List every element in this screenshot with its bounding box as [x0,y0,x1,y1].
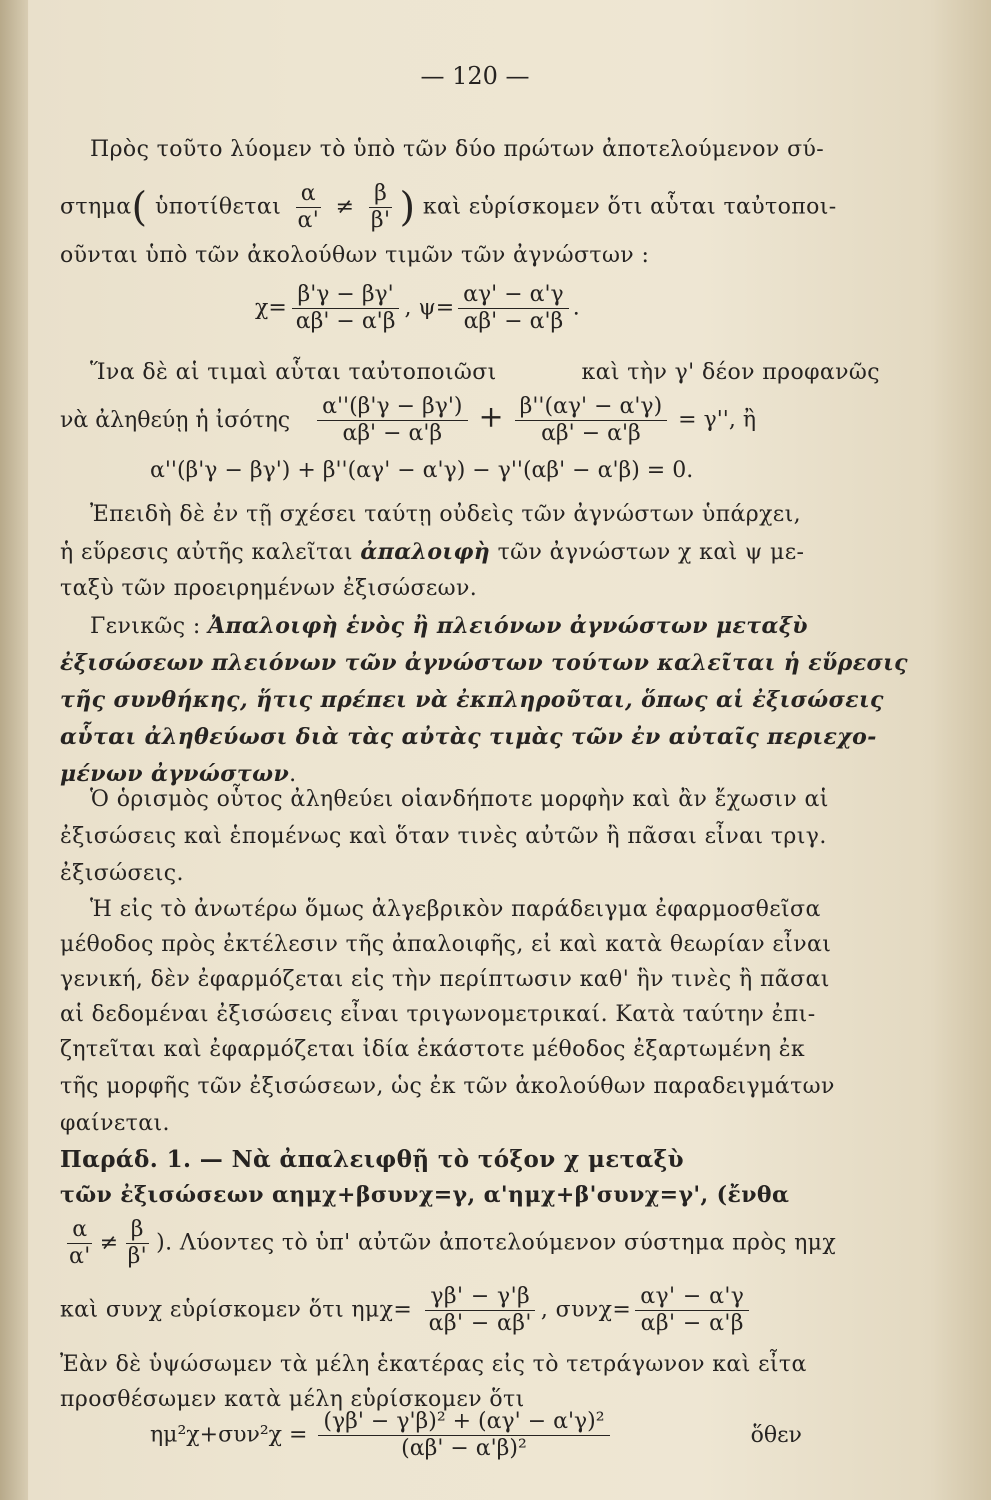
text-line: φαίνεται. [60,1111,170,1136]
text-span: καὶ εὑρίσκομεν ὅτι αὗται ταὐτοποι- [422,194,837,220]
text-span: , συνχ= [540,1297,632,1323]
fraction-denominator: α' [69,1244,91,1270]
fraction [291,283,401,334]
text-line: γενική, δὲν ἐφαρμόζεται εἰς τὴν περίπτωσιν καθ' ἣν τινὲς ἢ πᾶσαι [60,967,830,992]
text-span: στημα [60,194,132,220]
equation-identity [60,395,756,446]
fraction [317,395,467,446]
fraction-numerator: β [126,1218,149,1244]
equals-sign: = [435,295,455,321]
fraction-numerator: α [67,1218,92,1244]
text-line [90,611,880,642]
fraction-denominator: β' [370,208,391,234]
fraction-denominator: αβ' − αβ' [428,1311,532,1337]
definition-text: μένων ἀγνώστων [60,761,290,787]
plus-sign: + [478,399,504,435]
text-line [90,358,880,388]
fraction-denominator: αβ' − α'β [640,1311,744,1337]
fraction-denominator: αβ' − α'β [342,421,443,447]
fraction [293,182,325,233]
fraction-numerator: α''(β'γ − βγ') [317,395,467,421]
paren-close: ) [399,184,416,231]
fraction [318,1410,609,1461]
text-span: ). Λύοντες τὸ ὑπ' αὐτῶν ἀποτελούμενον σύστημα πρὸς ημχ [156,1230,837,1256]
fraction-numerator: αγ' − α'γ [635,1285,749,1311]
text-span: Γενικῶς : [90,614,209,639]
fraction-denominator: α' [297,208,320,234]
text-span: ὅθεν [750,1422,802,1448]
text-span: νὰ ἀληθεύῃ ἡ ἰσότης [60,407,291,433]
fraction [64,1218,96,1269]
fraction [123,1218,153,1269]
equation-lhs: ημ²χ+συν²χ = [150,1422,308,1448]
fraction-denominator: αβ' − α'β [463,309,564,335]
text-line [60,1218,940,1269]
text-line: ἐξισώσεις καὶ ἑπομένως καὶ ὅταν τινὲς αὐτῶν ἢ πᾶσαι εἶναι τριγ. [60,824,827,849]
text-span: τῶν ἀγνώστων χ καὶ ψ με- [490,540,805,565]
fraction-denominator: β' [127,1244,148,1270]
fraction-numerator: α [296,182,321,208]
text-line: προσθέσωμεν κατὰ μέλη εὑρίσκομεν ὅτι [60,1387,525,1412]
text-line: Ἐὰν δὲ ὑψώσωμεν τὰ μέλη ἑκατέρας εἰς τὸ τετράγωνον καὶ εἶτα [60,1352,807,1377]
equation-rhs: = γ'', ἢ [678,407,757,433]
definition-text: Ἀπαλοιφὴ ἑνὸς ἢ πλειόνων ἀγνώστων μεταξὺ [208,613,808,639]
text-line: μέθοδος πρὸς ἐκτέλεσιν τῆς ἀπαλοιφῆς, εἰ καὶ κατὰ θεωρίαν εἶναι [60,932,832,957]
equation-eliminant: α''(β'γ − βγ') + β''(αγ' − α'γ) − γ''(αβ' − α'β) = 0. [150,458,694,483]
paren-open: ( [131,184,148,231]
variable-x: χ [255,295,269,321]
emphasis-term: ἀπαλοιφὴ [360,539,491,565]
fraction [635,1285,749,1336]
fraction-numerator: β'γ − βγ' [292,283,398,309]
fraction [366,182,396,233]
variable-y: ψ [418,295,436,321]
fraction-numerator: γβ' − γ'β [425,1285,535,1311]
page-number: — 120 — [420,62,530,90]
equation-solutions [255,283,580,334]
fraction [424,1285,537,1336]
equals-sign: = [268,295,287,321]
definition-line: τῆς συνθήκης, ἥτις πρέπει νὰ ἐκπληροῦται, ὅπως αἱ ἐξισώσεις [60,687,884,713]
example-heading-line: τῶν ἐξισώσεων αημχ+βσυνχ=γ, α'ημχ+β'συνχ=γ', (ἔνθα [60,1182,790,1208]
text-line: ἐξισώσεις. [60,861,184,886]
fraction-denominator: αβ' − α'β [295,309,396,335]
text-line: οῦνται ὑπὸ τῶν ἀκολούθων τιμῶν τῶν ἀγνώστων : [60,243,650,268]
fraction-numerator: β''(αγ' − α'γ) [515,395,668,421]
example-heading-line: Παράδ. 1. — Νὰ ἀπαλειφθῇ τὸ τόξον χ μεταξὺ [60,1146,684,1173]
text-span: Ἐπειδὴ δὲ ἐν τῇ σχέσει ταύτῃ οὐδεὶς τῶν ἀγνώστων ὑπάρχει, [90,502,802,527]
text-span: ὑποτίθεται [154,194,282,220]
text-span: ἡ εὕρεσις αὐτῆς καλεῖται [60,540,361,565]
fraction [515,395,668,446]
text-line [60,182,940,233]
text-span: καὶ τὴν γ' δέον προφανῶς [581,360,880,385]
period: . [572,295,580,321]
definition-line: αὗται ἀληθεύωσι διὰ τὰς αὐτὰς τιμὰς τῶν ἐν αὐταῖς περιεχο- [60,724,877,750]
equation-sum-of-squares [150,1410,802,1461]
fraction-numerator: β [369,182,392,208]
fraction-denominator: (αβ' − α'β)² [401,1436,527,1462]
fraction-denominator: αβ' − α'β [541,421,641,447]
page-gutter [0,0,28,1500]
fraction [458,283,569,334]
text-line: Πρὸς τοῦτο λύομεν τὸ ὑπὸ τῶν δύο πρώτων ἀποτελούμενον σύ- [90,137,825,162]
text-line: ταξὺ τῶν προειρημένων ἐξισώσεων. [60,576,478,601]
text-span: . [289,762,297,787]
comma: , [404,295,419,321]
text-line [60,537,940,568]
text-line [60,1285,940,1336]
text-line: αἱ δεδομέναι ἐξισώσεις εἶναι τριγωνομετρικαί. Κατὰ ταύτην ἐπι- [60,1002,816,1027]
text-span: καὶ συνχ εὑρίσκομεν ὅτι ημχ= [60,1297,413,1323]
text-line: Ὁ ὁρισμὸς οὗτος ἀληθεύει οἱανδήποτε μορφὴν καὶ ἂν ἔχωσιν αἱ [90,787,829,812]
text-line [90,500,880,530]
fraction-numerator: αγ' − α'γ [458,283,569,309]
definition-line: ἐξισώσεων πλειόνων τῶν ἀγνώστων τούτων καλεῖται ἡ εὕρεσις [60,650,908,676]
not-equal-sign: ≠ [335,194,355,220]
text-span: Ἵνα δὲ αἱ τιμαὶ αὗται ταὐτοποιῶσι [90,360,497,385]
not-equal-sign: ≠ [99,1230,119,1256]
text-line: Ἡ εἰς τὸ ἀνωτέρω ὅμως ἀλγεβρικὸν παράδειγμα ἐφαρμοσθεῖσα [90,897,821,922]
fraction-numerator: (γβ' − γ'β)² + (αγ' − α'γ)² [318,1410,609,1436]
text-line: τῆς μορφῆς τῶν ἐξισώσεων, ὡς ἐκ τῶν ἀκολούθων παραδειγμάτων [60,1074,835,1099]
text-line: ζητεῖται καὶ ἐφαρμόζεται ἰδία ἑκάστοτε μέθοδος ἐξαρτωμένη ἐκ [60,1037,806,1062]
